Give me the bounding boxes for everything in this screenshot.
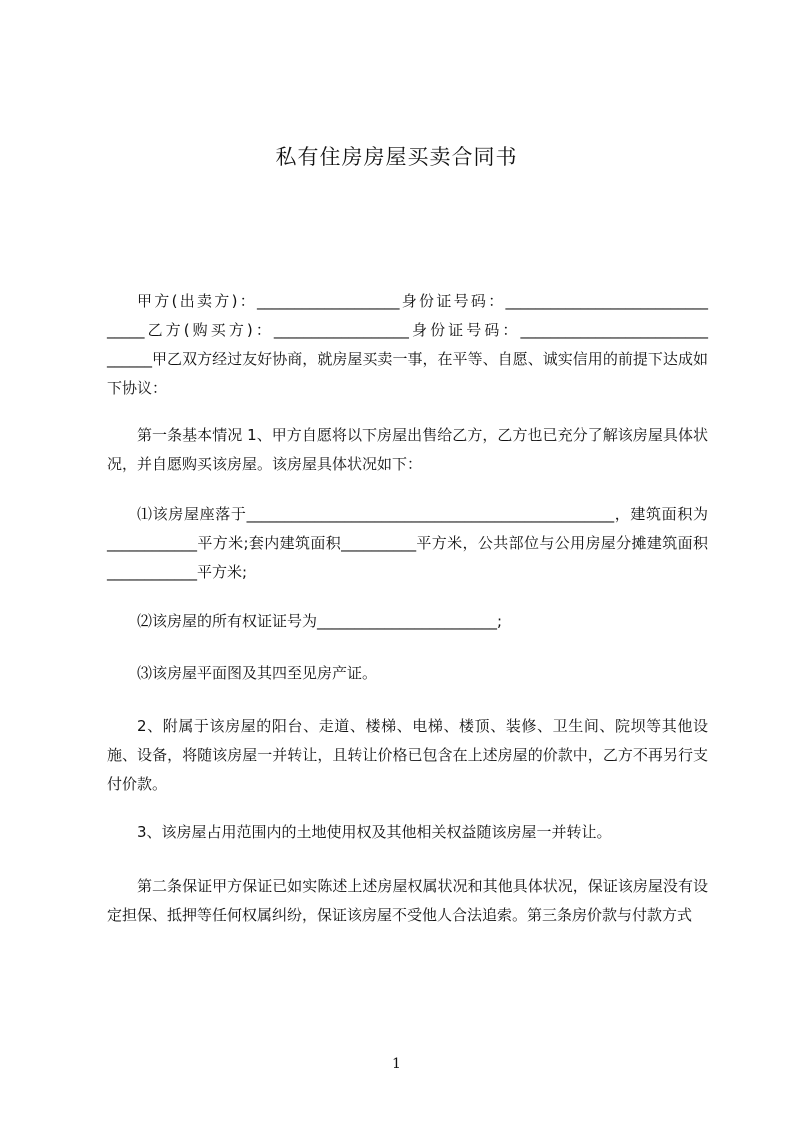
paragraph-floor-plan: ⑶该房屋平面图及其四至见房产证。 (137, 664, 378, 682)
paragraph-house-location: ⑴该房屋座落于_________________________________________________，建筑面积为____________平方米;套内建筑面积__________平方米，公共部位与公用房屋分摊建筑面积____________平方米; (107, 505, 708, 581)
paragraph-attached-facilities: 2、附属于该房屋的阳台、走道、楼梯、电梯、楼顶、装修、卫生间、院坝等其他设施、设备，将随该房屋一并转让，且转让价格已包含在上述房屋的价款中，乙方不再另行支付价款。 (107, 717, 708, 793)
paragraph-parties: 甲方(出卖方)：___________________身份证号码：___________________________ _____乙方(购买方)：__________________身份证号码：_________________________ ______甲乙双方经过友好协商，就房屋买卖一事，在平等、自愿、诚实信用的前提下达成如下协议： (107, 292, 708, 397)
page-number: 1 (392, 1056, 401, 1072)
paragraph-certificate-number: ⑵该房屋的所有权证证号为________________________; (137, 612, 503, 630)
document-title: 私有住房房屋买卖合同书 (275, 145, 518, 169)
paragraph-article-1: 第一条基本情况 1、甲方自愿将以下房屋出售给乙方，乙方也已充分了解该房屋具体状况，并自愿购买该房屋。该房屋具体状况如下： (107, 426, 708, 473)
paragraph-article-2: 第二条保证甲方保证已如实陈述上述房屋权属状况和其他具体状况，保证该房屋没有设定担保、抵押等任何权属纠纷，保证该房屋不受他人合法追索。第三条房价款与付款方式 (107, 877, 708, 924)
paragraph-land-use-rights: 3、该房屋占用范围内的土地使用权及其他相关权益随该房屋一并转让。 (137, 823, 612, 841)
